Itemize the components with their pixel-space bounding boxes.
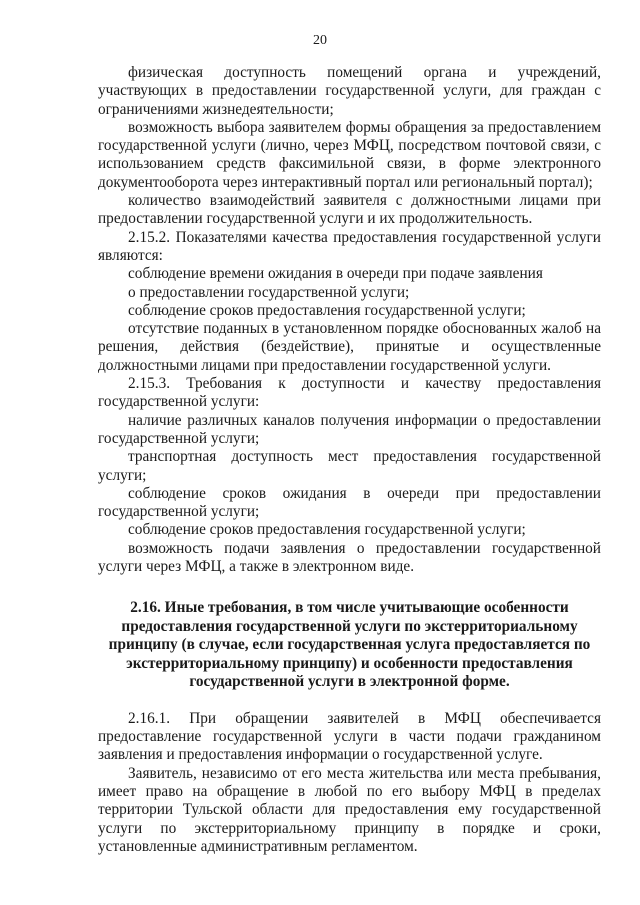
spacer xyxy=(98,692,601,710)
document-body xyxy=(98,64,601,856)
paragraph: соблюдение времени ожидания в очереди при подаче заявления xyxy=(128,265,543,283)
paragraph: возможность выбора заявителем формы обращения за предоставлением государственной услуги (лично, через МФЦ, посредством почтовой связи, с использованием средств факсимильной связи, в форме электронного документооборота через интерактивный портал или региональный портал); xyxy=(98,118,601,191)
paragraph: возможность подачи заявления о предоставлении государственной услуги через МФЦ, а также в электронном виде. xyxy=(98,539,601,576)
paragraph: отсутствие поданных в установленном порядке обоснованных жалоб на решения, действия (бездействие), принятые и осуществленные должностными лицами при предоставлении государственной услуги. xyxy=(98,320,601,374)
spacer xyxy=(98,576,601,599)
paragraph: транспортная доступность мест предоставления государственной услуги; xyxy=(98,448,601,484)
paragraph: соблюдение сроков предоставления государственной услуги; xyxy=(128,301,526,319)
paragraph: количество взаимодействий заявителя с должностными лицами при предоставлении государственной услуги и их продолжительность. xyxy=(98,192,601,228)
page-number: 20 xyxy=(313,33,327,48)
paragraph: 2.16.1. При обращении заявителей в МФЦ обеспечивается предоставление государственной услуги в части подачи гражданином заявления и предоставления информации о государственной услуге. xyxy=(98,709,601,764)
paragraph: наличие различных каналов получения информации о предоставлении государственной услуги; xyxy=(98,411,601,447)
paragraph: физическая доступность помещений органа и учреждений, участвующих в предоставлении государственной услуги, для граждан с ограничениями жизнедеятельности; xyxy=(98,64,601,118)
section-heading: 2.16. Иные требования, в том числе учитывающие особенности предоставления государственной услуги по экстерриториальному принципу (в случае, если государственная услуга предоставляется по экстерриториальному принципу) и особенности предоставления государственной услуги в электронной форме. xyxy=(108,599,591,691)
paragraph: Заявитель, независимо от его места жительства или места пребывания, имеет право на обращение в любой по его выбору МФЦ в пределах территории Тульской области для предоставления ему государственной услуги по экстерриториальному принципу в порядке и сроки, установленные административным регламентом. xyxy=(98,764,601,855)
paragraph: соблюдение сроков предоставления государственной услуги; xyxy=(128,521,526,539)
paragraph: соблюдение сроков ожидания в очереди при предоставлении государственной услуги; xyxy=(98,484,601,521)
paragraph: о предоставлении государственной услуги; xyxy=(128,283,410,301)
paragraph: 2.15.2. Показателями качества предоставления государственной услуги являются: xyxy=(98,228,601,264)
paragraph: 2.15.3. Требования к доступности и качеству предоставления государственной услуги: xyxy=(98,375,601,411)
